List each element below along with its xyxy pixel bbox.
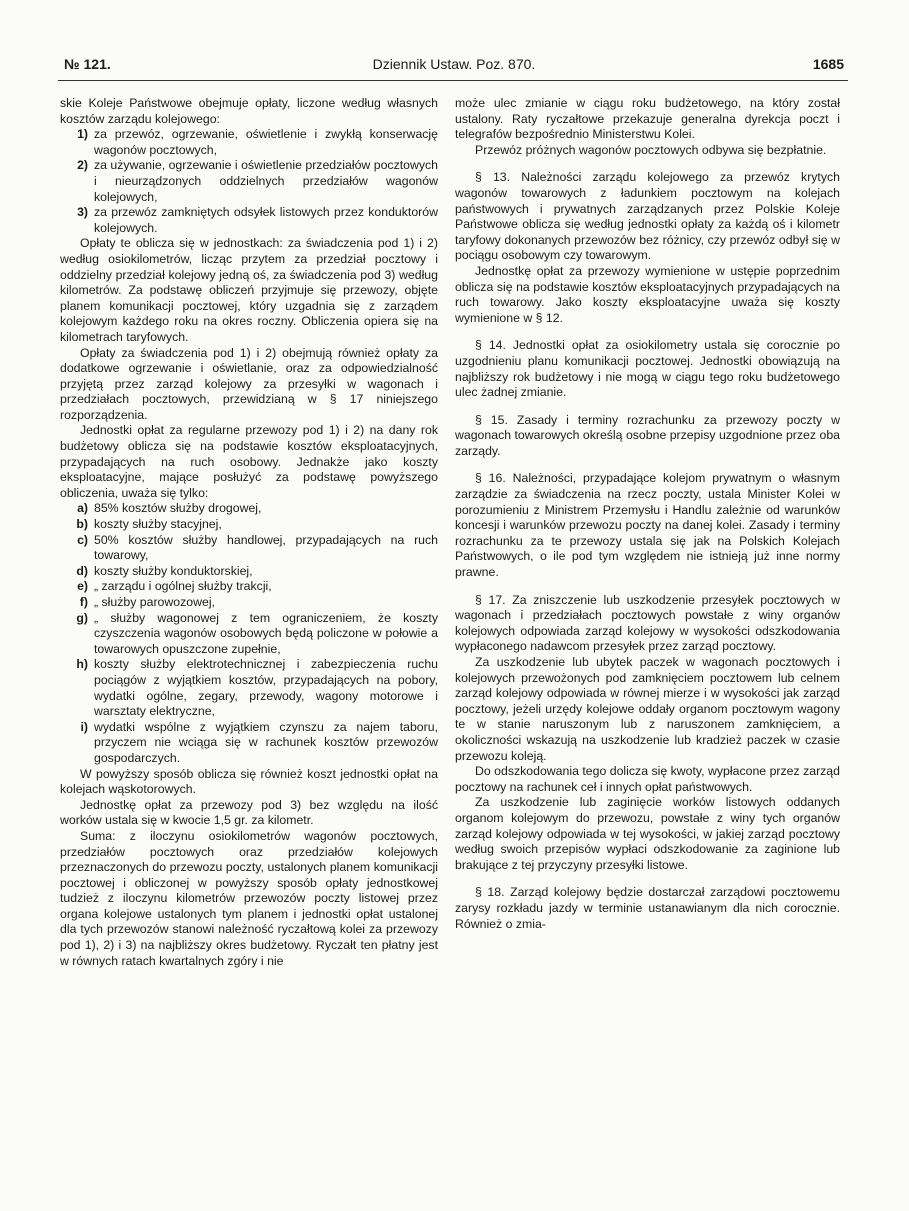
paragraph: Jednostkę opłat za przewozy pod 3) bez względu na ilość worków ustala się w kwocie 1,5 gr. za kilometr. — [60, 797, 438, 828]
paragraph: W powyższy sposób oblicza się również koszt jednostki opłat na kolejach wąskotorowych. — [60, 766, 438, 797]
right-column — [455, 96, 840, 932]
list-item — [60, 501, 438, 517]
list-item — [60, 564, 438, 580]
list-text: koszty służby konduktorskiej, — [94, 563, 253, 578]
list-item — [60, 595, 438, 611]
list-marker: 1) — [77, 127, 88, 142]
section-14: § 14. Jednostki opłat za osiokilometry ustala się corocznie po uzgodnieniu planu komunikacji pocztowej. Jednostki obowiązują na najbliższy rok budżetowy i nie mogą w ciągu tego roku budżetowego ulec żadnej zmianie. — [455, 338, 840, 400]
paragraph: Za uszkodzenie lub zaginięcie worków listowych oddanych organom kolejowym do przewozu, powstałe z winy tych organów zarząd kolejowy odpowiada w tej wysokości, w jakiej zarząd pocztowy według swoich przepisów wypłaci odszkodowanie za zaginione lub brakujące z tej przyczyny przesyłki listowe. — [455, 795, 840, 872]
list-marker: f) — [79, 595, 88, 609]
list-marker: i) — [80, 719, 88, 734]
list-text: wydatki wspólne z wyjątkiem czynszu za najem taboru, przyczem nie wciąga się w rachunek kosztów przewozów gospodarczych. — [94, 719, 438, 765]
list-marker: b) — [76, 517, 88, 532]
list-text: za przewóz, ogrzewanie, oświetlenie i zwykłą konserwację wagonów pocztowych, — [94, 127, 438, 157]
section-16: § 16. Należności, przypadające kolejom prywatnym o własnym zarządzie za świadczenia na rzecz poczty, ustala Minister Kolei w porozumieniu z Ministrem Przemysłu i Handlu zależnie od warunków koncesji i warunków przewozu poczty na danej kolei. Zasady i terminy rozrachunku za te przewozy ustala się jak na Polskich Kolejach Państwowych, o ile pod tym względem nie istnieją już inne normy prawne. — [455, 471, 840, 580]
list-marker: e) — [77, 579, 88, 594]
paragraph: Opłaty za świadczenia pod 1) i 2) obejmują również opłaty za dodatkowe ogrzewanie i oświetlanie, oraz za odpowiedzialność przyjętą przez zarząd kolejowy za przesyłki w wagonach i przedziałach pocztowych, przewidzianą w § 17 niniejszego rozporządzenia. — [60, 345, 438, 422]
section-15: § 15. Zasady i terminy rozrachunku za przewozy poczty w wagonach towarowych określą osobne przepisy uzgodnione przez oba zarządy. — [455, 412, 840, 458]
list-text: „ zarządu i ogólnej służby trakcji, — [94, 579, 272, 594]
list-item — [60, 657, 438, 719]
list-marker: 3) — [77, 205, 88, 220]
list-item — [60, 533, 438, 564]
paragraph: Przewóz próżnych wagonów pocztowych odbywa się bezpłatnie. — [475, 142, 827, 157]
paragraph: skie Koleje Państwowe obejmuje opłaty, liczone według własnych kosztów zarządu kolejowego: — [60, 96, 438, 126]
section-18: § 18. Zarząd kolejowy będzie dostarczał zarządowi pocztowemu zarysy rozkładu jazdy w terminie ustanawianym dla nich corocznie. Również o zmia- — [455, 885, 840, 931]
list-item — [60, 579, 438, 595]
list-marker: c) — [77, 532, 88, 547]
list-item — [60, 205, 438, 236]
journal-title: Dziennik Ustaw. Poz. 870. — [372, 56, 536, 72]
list-item — [60, 517, 438, 533]
paragraph: Opłaty te oblicza się w jednostkach: za świadczenia pod 1) i 2) według osiokilometrów, licząc przytem za przedział pocztowy i oddzielny przedział kolejowy jedną oś, za świadczenia pod 3) według kilometrów. Za podstawę obliczeń przyjmuje się przewozy, objęte planem komunikacji pocztowej, który uzgadnia się z zarządem kolejowym każdego roku na okres roczny. Obliczenia opiera się na kilometrach taryfowych. — [60, 236, 438, 344]
paragraph: Za uszkodzenie lub ubytek paczek w wagonach pocztowych i kolejowych przewożonych pod zamknięciem pocztowem lub celnem zarząd kolejowy odpowiada w równej mierze i w wysokości jak zarząd pocztowy, jeżeli urzędy kolejowe oddały organom pocztowym wagony te w stanie naruszonym lub z naruszonem zamknięciem, a okoliczności wskazują na uszkodzenie lub kradzież paczek w czasie przewozu koleją. — [455, 655, 840, 763]
list-text: za używanie, ogrzewanie i oświetlenie przedziałów pocztowych i nieurządzonych oddzielnych przedziałów wagonów kolejowych, — [94, 158, 438, 204]
paragraph: Jednostkę opłat za przewozy wymienione w ustępie poprzednim oblicza się na podstawie kosztów eksploatacyjnych przypadających na ruch towarowy. Jako koszty eksploatacyjne uważa się koszty wymienione w § 12. — [455, 263, 840, 325]
page-number: 1685 — [812, 56, 844, 72]
list-text: „ służby wagonowej z tem ograniczeniem, że koszty czyszczenia wagonów osobowych będą policzone w połowie a towarowych opuszczone zupełnie, — [94, 610, 438, 656]
list-text: 85% kosztów służby drogowej, — [94, 501, 262, 516]
list-item — [60, 720, 438, 767]
paragraph: Jednostki opłat za regularne przewozy pod 1) i 2) na dany rok budżetowy oblicza się na podstawie kosztów eksploatacyjnych, przypadających na ruch osobowy. Jednakże jako koszty eksploatacyjne, mające posłużyć za podstawę powyższego obliczenia, uważa się tylko: — [60, 423, 438, 500]
list-marker: 2) — [77, 158, 88, 173]
section-13: § 13. Należności zarządu kolejowego za przewóz krytych wagonów towarowych z ładunkiem pocztowym na kolejach państwowych i prywatnych zarządzanych przez Polskie Koleje Państwowe oblicza się według jednostki opłaty za każdą oś i kilometr taryfowy dokonanych przewozów bez różnicy, czy przewóz odbył się w pociągu osobowym czy towarowym. — [455, 170, 840, 263]
issue-number: № 121. — [64, 56, 111, 72]
list-item — [60, 611, 438, 658]
list-marker: d) — [76, 563, 88, 578]
list-marker: h) — [76, 657, 88, 672]
paragraph: może ulec zmianie w ciągu roku budżetowego, na który został ustalony. Raty ryczałtowe przekazuje generalna dyrekcja poczt i telegrafów bezpośrednio Ministerstwu Kolei. — [455, 96, 840, 142]
list-text: koszty służby elektrotechnicznej i zabezpieczenia ruchu pociągów z wyjątkiem kosztów, przypadających na pobory, wydatki ogólne, zegary, przewody, wagony motorowe i warsztaty elektryczne, — [94, 657, 438, 719]
left-column — [60, 96, 438, 969]
paragraph: Suma: z iloczynu osiokilometrów wagonów pocztowych, przedziałów pocztowych oraz przedziałów kolejowych przeznaczonych do przewozu poczty, ustalonych planem komunikacji pocztowej i obliczonej w powyższy sposób opłaty jednostkowej tudzież z iloczynu kilometrów przewozów poczty listowej przez organa kolejowe ustalonych tym planem i jednostki opłat ustalonej dla tych przewozów stanowi należność ryczałtową kolei za przewozy pod 1), 2) i 3) na najbliższy okres budżetowy. Ryczałt ten płatny jest w równych ratach kwartalnych zgóry i nie — [60, 828, 438, 968]
list-marker: g) — [76, 610, 88, 625]
list-text: 50% kosztów służby handlowej, przypadających na ruch towarowy, — [94, 532, 438, 563]
header-rule — [58, 80, 848, 81]
section-17: § 17. Za zniszczenie lub uszkodzenie przesyłek pocztowych w wagonach i przedziałach pocztowych powstałe z winy organów kolejowych odpowiada zarząd kolejowy w wysokości odszkodowania wypłaconego nadawcom przesyłek przez zarząd pocztowy. — [455, 592, 840, 654]
list-marker: a) — [77, 501, 88, 516]
list-text: koszty służby stacyjnej, — [94, 517, 222, 532]
paragraph: Do odszkodowania tego dolicza się kwoty, wypłacone przez zarząd pocztowy na rachunek ceł i innych opłat państwowych. — [455, 764, 840, 794]
list-item — [60, 158, 438, 205]
list-text: za przewóz zamkniętych odsyłek listowych przez konduktorów kolejowych. — [94, 205, 438, 235]
list-text: „ służby parowozowej, — [94, 595, 215, 609]
list-item — [60, 127, 438, 158]
